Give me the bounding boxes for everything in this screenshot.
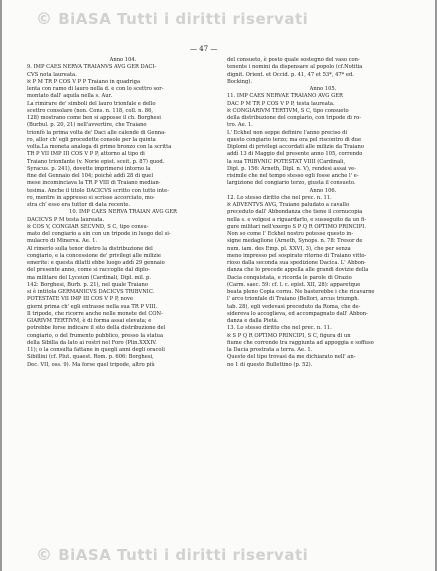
- text-line: num. iam. des Emp. pl. XXVI, 3), che per senza: [227, 245, 351, 252]
- text-line: si è intitola GERMANICVS DACICVS TRIBVNIC.: [27, 289, 155, 295]
- text-line: dignit. Orient. et Occid. p. 41, 47 et 53*, 47* ed.: [227, 71, 354, 78]
- text-line: danza e dalla Pietà.: [227, 318, 279, 324]
- text-line: GIARIVM TERTIVM, è di forma assai elevata; e: [27, 318, 152, 324]
- text-line: della Sibilla da lato ai rostri nel Foro (Plin.XXXIV.: [27, 339, 157, 346]
- text-line: gure militari nell'exergo S P Q R OPTIMO PRINCIPI.: [227, 223, 366, 230]
- text-line: sidereva lo accoglieva, ed accompagnato dall' Abbon-: [227, 310, 368, 317]
- text-line: 10. IMP CAES NERVA TRAIAN AVG GER: [69, 209, 177, 216]
- text-line: 142: Borghesi, Burb. p. 21), nel quale Traiano: [27, 281, 148, 288]
- text-line: mulacro di Minerva. Ae. 1.: [27, 238, 98, 245]
- text-line: nella s. e volgesi a riguardarlo, e susseguito da un fi-: [227, 216, 367, 223]
- text-line: meno impresso pel sospirato ritorno di Traiano vitto-: [227, 252, 367, 259]
- text-line: scettro consolare (non. Cons. n. 118, coll. n. 86,: [27, 107, 154, 114]
- text-line: TR P VII IMP III COS V P P, attorno al tipo di: [27, 151, 145, 158]
- text-line: Anno 106.: [309, 187, 337, 194]
- text-line: tesima. Anche il titolo DACICVS scritto con tutto inte-: [27, 187, 169, 194]
- text-line: ℵ S P Q R OPTIMO PRINCIPI, S C, figura di un: [227, 332, 351, 339]
- text-line: Sibillini (cf. Plut. quaest. Rom. p. 606: Borghesi,: [27, 354, 154, 361]
- text-line: 11); o la consulta fattane in quegli anni degli oracoli: [27, 347, 165, 353]
- text-line: ℵ CONGIARIVM TERTIVM, S C, tipo consueto: [227, 107, 349, 114]
- copyright-icon: ©: [36, 545, 53, 564]
- text-line: la sua TRIBVNIC POTESTAT VIIII (Cardinali,: [227, 158, 346, 165]
- text-line: signe medaglione (Arneth, Synops. n. 78: Tresor de: [227, 238, 363, 245]
- text-line: stra ch' esso era tuttor di data recente.: [27, 202, 131, 208]
- text-line: Traiano trionfante (v. Norie epist. sceit. p. 87) quod.: [27, 158, 165, 165]
- text-line: emerite: e questa dilatti ebbe luogo addì 29 gennaio: [27, 260, 165, 266]
- text-line: del presente anno, come si raccoglie dal diplo-: [27, 267, 150, 274]
- watermark-text: BiASA Tutti i diritti riservati: [58, 10, 309, 28]
- watermark-text: BiASA Tutti i diritti riservati: [58, 546, 309, 564]
- text-line: beata pleno Copia cornu. Ne basterebbe i che ricavarne: [227, 289, 375, 295]
- text-line: volta.La moneta analoga di primo bronzo con la scritta: [27, 144, 172, 150]
- text-line: addì 13 di Maggio del presente anno 105, correndo: [227, 151, 363, 158]
- text-line: Anno 105.: [309, 86, 337, 92]
- left-column: [27, 57, 219, 369]
- text-line: tro. Ae. 1.: [227, 122, 253, 129]
- text-line: Anno 104.: [109, 57, 137, 63]
- text-line: no 1 di questo Bullettino (p. 52).: [227, 361, 313, 368]
- text-line: lenta con ramo di lauro nella d. e con lo scettro sor-: [27, 86, 164, 92]
- text-line: largizione del congiario terzo, giusta il consueto.: [227, 180, 356, 187]
- text-line: la Dacia prostrata a terra. Ae. 1.: [227, 347, 313, 353]
- text-line: 9. IMP CAES NERVA TRAIANVS AVG GER DACI-: [27, 64, 157, 71]
- text-line: L' Eckhel non seppe definire l'anno preciso di: [227, 129, 348, 136]
- copyright-icon: ©: [36, 9, 53, 28]
- text-line: POTESTATE VII IMP III COS V P P, nove: [27, 296, 134, 303]
- text-line: Dec. VII, oss. 9). Ma forse quel tripode, altro più: [27, 361, 155, 368]
- text-line: (Carm. saec. 59: cf. l. c. epist. XII, 28): apparetque: [227, 281, 361, 288]
- text-line: 128) mostrano come ben si apposse il ch. Borghesi: [27, 115, 161, 121]
- text-line: ro, allor ch' egli procedette console per la quinta: [27, 136, 156, 143]
- watermark-top: [36, 9, 308, 28]
- text-line: ℵ P M TR P COS V P P Traiano in quadriga: [27, 78, 141, 85]
- text-line: Al rimerlo sulla tenor dietro la distribuzione del: [27, 245, 153, 252]
- text-line: DACICVS P M testa laureata.: [27, 216, 105, 223]
- text-line: mese incominciava la TR P VIII di Traiano median-: [27, 180, 161, 187]
- text-line: danza che lo precede appella alle grandi dovizie della: [227, 267, 369, 274]
- text-line: DAC P M TR P COS V P P, testa laureata.: [227, 100, 335, 107]
- watermark-bottom: [36, 545, 308, 564]
- text-line: ℵ ADVENTVS AVG, Traiano paludato a cavallo: [227, 202, 350, 208]
- text-line: Questo del tipo trovasi da me dichiarato nell' an-: [227, 354, 356, 361]
- text-line: Bocking).: [227, 78, 252, 85]
- text-line: ro, mentre in appresso si scrisse accorciato, mo-: [27, 194, 155, 201]
- text-line: Syracus. p. 241), dovette imprimersi intorno la: [27, 165, 151, 172]
- text-line: potrebbe forse indicare il sito della distribuzione del: [27, 325, 166, 332]
- text-line: 13. Lo stesso diritto che nel prec. n. 11.: [227, 325, 332, 332]
- text-line: 12. Lo stesso diritto che nel prec. n. 11.: [227, 194, 332, 201]
- text-line: Diplomi di privilegi accordati alle milizie da Traiano: [227, 144, 364, 150]
- text-line: Il tripode, che ricorre anche nelle monete del CON-: [27, 310, 163, 317]
- text-line: questo congiario terzo; ma ora pel riscontro di due: [227, 136, 362, 143]
- text-line: mato del congiario a sin con un tripode in luogo del si-: [27, 231, 171, 237]
- text-line: rioso dalla seconda sua spedizione Dacica. L' Abbon-: [227, 260, 366, 266]
- text-line: Dipl. p. 156: Arneth, Dipl. n. V), rendesi assai ve-: [227, 165, 356, 172]
- text-line: (Burbul. p. 20, 21) nell'avvertire, che Traiano: [27, 122, 147, 129]
- text-line: CVS nota laureata.: [27, 71, 77, 78]
- right-column: [227, 57, 419, 369]
- text-line: l' arco trionfale di Traiano (Bellori, arcus triumph.: [227, 296, 360, 303]
- text-line: tenente i nomini da dispensare al popolo (cf.Notitia: [227, 64, 363, 71]
- text-line: ma militare del Lyceum (Cardinali, Dipl. mil. p.: [27, 274, 151, 281]
- scanned-page: [2, 0, 435, 571]
- text-line: montato dall' aquila nella s. Aur.: [27, 93, 113, 100]
- text-line: preceduto dall' Abbondanza che tiene il cornucopia: [227, 209, 363, 216]
- text-line: congiario, e la concessione de' privilegi alle milizie: [27, 252, 161, 259]
- text-line: ℵ COS V, CONGIAR SECVND, S C, tipo consu-: [27, 223, 149, 230]
- text-line: della distribuzione del congiario, con tripode di ro-: [227, 115, 361, 121]
- text-line: fine del Gennaio del 104; poichè addì 28 di quel: [27, 173, 154, 179]
- page-number: — 47 —: [190, 45, 218, 53]
- text-line: fiume che corrende tra raggiunta ad appoggia e soffuso: [227, 339, 374, 346]
- text-line: Dacia conquistata, e ricorda le parole di Orazio: [227, 274, 352, 281]
- text-line: La rimirare de' simboli del lauro trionfale e dello: [27, 100, 156, 107]
- text-line: Non so come l' Eckhel nostro potesse questo in-: [227, 231, 354, 237]
- text-line: congiario, o del frumento pubblico, presso la statua: [27, 332, 164, 339]
- text-line: giorni prima ch' egli entrasse nella sua TR P VIII.: [27, 303, 158, 310]
- text-line: tab. 28), egli vedevasi preceduto da Roma, che de-: [227, 303, 361, 310]
- text-line: risimile che nel tempo stesso egli fosse anche l' e-: [227, 173, 359, 179]
- text-line: del consueto, è posto quale sostegno del vaso con-: [227, 57, 360, 63]
- text-line: 11. IMP CAES NERVAE TRAIANO AVG GER: [227, 93, 343, 100]
- text-line: trionfò la prima volta de' Daci alle calende di Genna-: [27, 129, 166, 136]
